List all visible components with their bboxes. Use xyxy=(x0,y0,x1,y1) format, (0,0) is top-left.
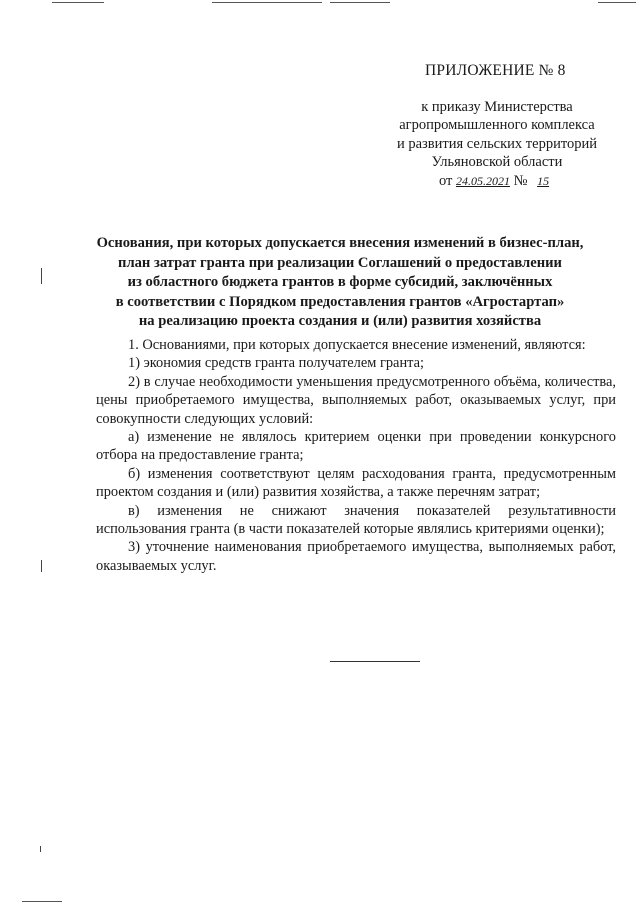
heading-line-3: из областного бюджета грантов в форме субсидий, заключённых xyxy=(127,274,553,291)
order-reference xyxy=(372,98,622,190)
order-line-4: Ульяновской области xyxy=(431,154,563,171)
scan-artifact-top-center-2 xyxy=(330,2,390,3)
heading-line-5: на реализацию проекта создания и (или) развития хозяйства xyxy=(138,313,542,330)
scan-artifact-top-center xyxy=(212,2,322,3)
annex-title: ПРИЛОЖЕНИЕ № 8 xyxy=(425,62,566,79)
paragraph-subitem-a: а) изменение не являлось критерием оценки при проведении конкурсного отбора на предоставление гранта; xyxy=(96,429,616,464)
order-number-prefix: № xyxy=(513,172,528,189)
document-body xyxy=(96,336,616,575)
order-date-handwritten: 24.05.2021 xyxy=(455,173,510,188)
scan-artifact-top-right xyxy=(598,2,636,3)
paragraph-subitem-v: в) изменения не снижают значения показателей результативности использования гранта (в части показателей которые являлись критериями оценки); xyxy=(96,502,616,538)
order-date-number-line xyxy=(372,172,622,190)
paragraph-item-1: 1) экономия средств гранта получателем гранта; xyxy=(128,355,424,372)
heading-line-4: в соответствии с Порядком предоставления грантов «Агростартап» xyxy=(115,293,565,310)
paragraph-subitem-b: б) изменения соответствуют целям расходования гранта, предусмотренным проектом создания и (или) развития хозяйства, а также перечням затрат; xyxy=(96,465,616,501)
scan-artifact-left-tick-2 xyxy=(41,560,42,572)
order-line-1: к приказу Министерства xyxy=(421,99,573,115)
scan-artifact-left-tick-3 xyxy=(40,846,41,852)
order-date-prefix: от xyxy=(438,172,453,189)
paragraph-1: 1. Основаниями, при которых допускается внесение изменений, являются: xyxy=(128,337,586,353)
order-number-handwritten: 15 xyxy=(537,173,550,188)
closing-rule xyxy=(330,661,420,662)
heading-line-1: Основания, при которых допускается внесения изменений в бизнес-план, xyxy=(96,235,584,251)
document-heading xyxy=(80,234,600,332)
scan-artifact-left-tick xyxy=(41,268,42,284)
order-line-2: агропромышленного комплекса xyxy=(399,117,595,134)
paragraph-item-2: 2) в случае необходимости уменьшения предусмотренного объёма, количества, цены приобретаемого имущества, выполняемых работ, оказываемых услуг, при совокупности следующих условий: xyxy=(96,373,616,427)
heading-line-2: план затрат гранта при реализации Соглашений о предоставлении xyxy=(118,254,562,271)
scan-artifact-bottom-left xyxy=(22,901,62,902)
order-line-3: и развития сельских территорий xyxy=(396,135,597,152)
paragraph-item-3: 3) уточнение наименования приобретаемого имущества, выполняемых работ, оказываемых услуг. xyxy=(96,539,616,574)
scan-artifact-top-left xyxy=(52,2,104,3)
